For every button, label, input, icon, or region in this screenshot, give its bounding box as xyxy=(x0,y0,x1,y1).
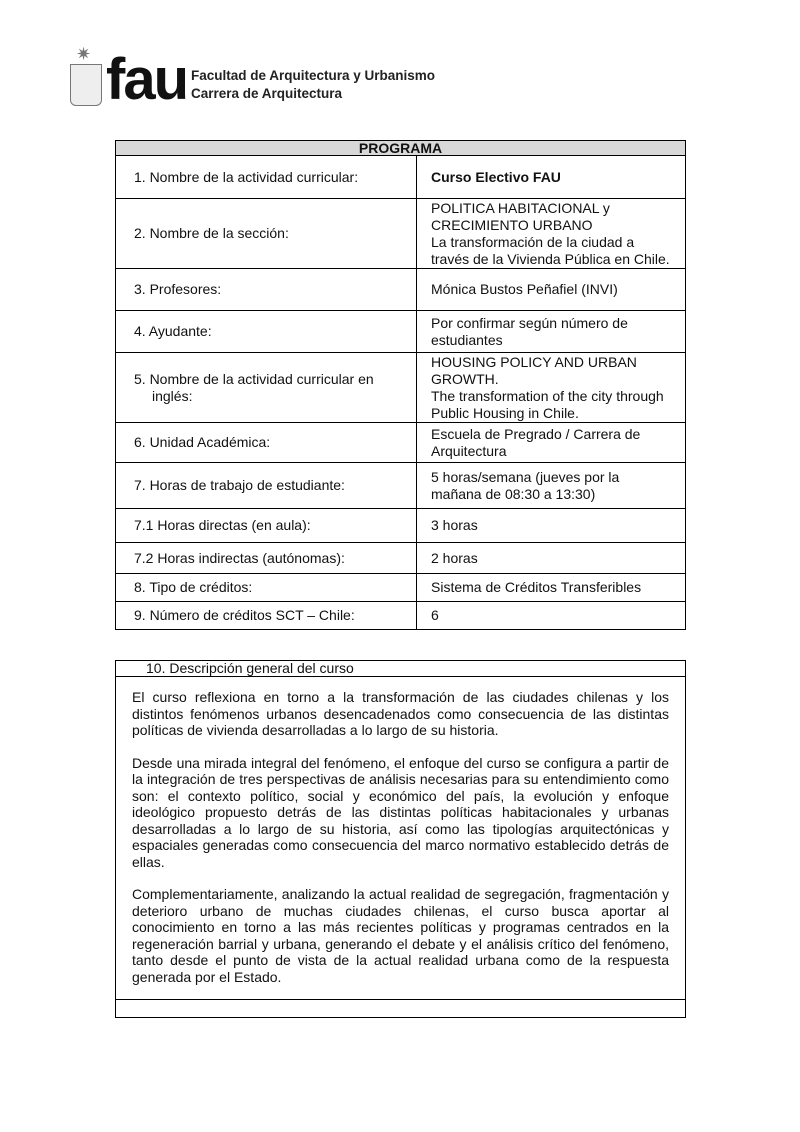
career-name: Carrera de Arquitectura xyxy=(191,86,343,101)
row-value: Curso Electivo FAU xyxy=(417,156,686,199)
table-row xyxy=(116,269,686,311)
description-title: 10. Descripción general del curso xyxy=(116,661,686,677)
paragraph: Complementariamente, analizando la actual realidad de segregación, fragmentación y deterioro urbano de muchas ciudades chilenas, el curso busca aportar al conocimiento en torno a las más recientes políticas y programas centrados en la regeneración barrial y urbana, generando el debate y el análisis crítico del fenómeno, tanto desde el punto de vista de la actual realidad urbana como de la respuesta generada por el Estado. xyxy=(132,886,669,985)
table-row xyxy=(116,543,686,574)
section-name: POLITICA HABITACIONAL y CRECIMIENTO URBANO xyxy=(431,199,610,233)
row-label: 7.1 Horas directas (en aula): xyxy=(116,509,417,543)
section-subtitle: La transformación de la ciudad a través de la Vivienda Pública en Chile. xyxy=(431,233,670,267)
english-subtitle: The transformation of the city through Public Housing in Chile. xyxy=(431,387,664,421)
table-row xyxy=(116,311,686,353)
row-value: 6 xyxy=(417,602,686,630)
row-value: Por confirmar según número de estudiantes xyxy=(417,311,686,353)
table-row xyxy=(116,602,686,630)
row-value: 2 horas xyxy=(417,543,686,574)
institution-header xyxy=(191,67,435,103)
row-label: 9. Número de créditos SCT – Chile: xyxy=(116,602,417,630)
row-label: 1. Nombre de la actividad curricular: xyxy=(116,156,417,199)
table-row xyxy=(116,509,686,543)
row-value xyxy=(417,353,686,423)
row-value: Escuela de Pregrado / Carrera de Arquitectura xyxy=(417,423,686,463)
faculty-name: Facultad de Arquitectura y Urbanismo xyxy=(191,68,436,83)
table-row xyxy=(116,156,686,199)
description-body xyxy=(116,677,686,1000)
description-table xyxy=(115,660,686,1018)
table-row xyxy=(116,353,686,423)
table-row xyxy=(116,199,686,269)
empty-row xyxy=(116,1000,686,1018)
row-value: Sistema de Créditos Transferibles xyxy=(417,574,686,602)
logo-text: fau xyxy=(106,47,187,112)
row-label: 7.2 Horas indirectas (autónomas): xyxy=(116,543,417,574)
paragraph: Desde una mirada integral del fenómeno, el enfoque del curso se configura a partir de la integración de tres perspectivas de análisis necesarias para su entendimiento como son: el contexto político, social y económico del país, la evolución y enfoque ideológico propuesto detrás de las distintas políticas habitacionales y urbanas desarrolladas a lo largo de su historia, así como las tipologías arquitectónicas y espaciales generadas como consecuencia del marco normativo establecido detrás de ellas. xyxy=(132,754,669,870)
row-label: 3. Profesores: xyxy=(116,269,417,311)
row-label: 2. Nombre de la sección: xyxy=(116,199,417,269)
row-label: 4. Ayudante: xyxy=(116,311,417,353)
row-value: Mónica Bustos Peñafiel (INVI) xyxy=(417,269,686,311)
row-value xyxy=(417,199,686,269)
table-row xyxy=(116,574,686,602)
university-shield-icon xyxy=(70,64,102,106)
english-name: HOUSING POLICY AND URBAN GROWTH. xyxy=(431,353,637,387)
programa-table xyxy=(115,140,686,630)
row-label: 5. Nombre de la actividad curricular en inglés: xyxy=(116,353,417,423)
table-row xyxy=(116,423,686,463)
row-label: 6. Unidad Académica: xyxy=(116,423,417,463)
row-label: 7. Horas de trabajo de estudiante: xyxy=(116,463,417,509)
star-icon: ✷ xyxy=(76,44,92,64)
row-value: 3 horas xyxy=(417,509,686,543)
programa-title: PROGRAMA xyxy=(116,141,686,156)
paragraph: El curso reflexiona en torno a la transformación de las ciudades chilenas y los distintos fenómenos urbanos desencadenados como consecuencia de las distintas políticas de vivienda desarrolladas a lo largo de su historia. xyxy=(132,689,669,738)
row-value: 5 horas/semana (jueves por la mañana de 08:30 a 13:30) xyxy=(417,463,686,509)
row-label: 8. Tipo de créditos: xyxy=(116,574,417,602)
table-row xyxy=(116,463,686,509)
fau-logo xyxy=(68,44,198,110)
